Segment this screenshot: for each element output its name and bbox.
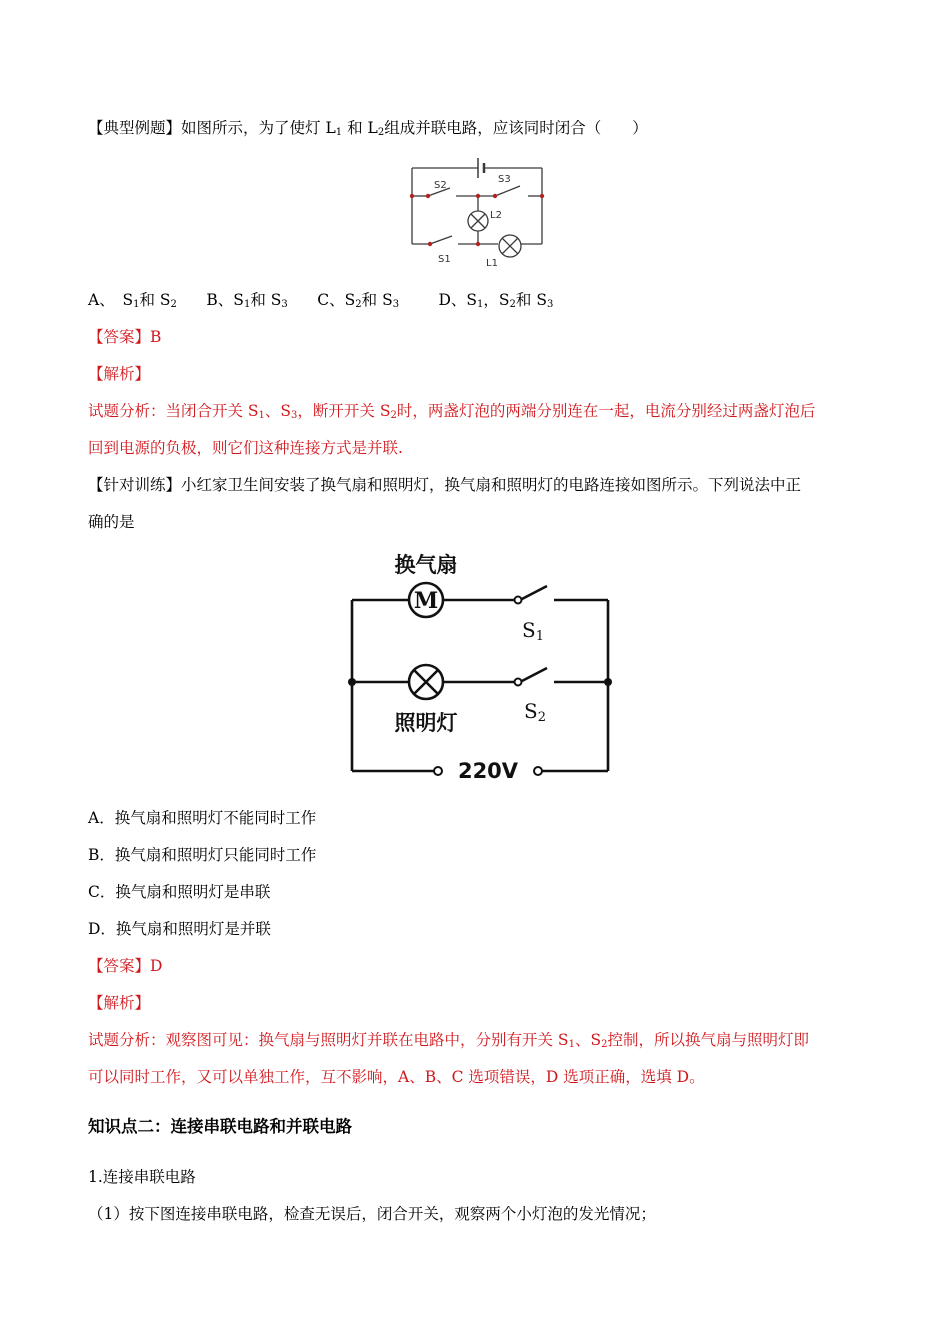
- ex2-option-a: A．换气扇和照明灯不能同时工作: [88, 809, 317, 827]
- motor-label: M: [413, 588, 439, 614]
- switch-s1-label: S1: [522, 618, 544, 644]
- voltage-label: 220V: [457, 759, 519, 783]
- label-l2: L2: [490, 210, 502, 221]
- label-s3: S3: [498, 174, 511, 185]
- ex1-analysis-label: 【解析】: [88, 365, 151, 383]
- ex2-analysis-label: 【解析】: [88, 994, 151, 1012]
- ex1-options: [88, 289, 553, 311]
- option-b: B、$S_1$和 $S_3$: [206, 291, 288, 310]
- circuit-diagram-2: [340, 545, 630, 785]
- section2-item1: 1.连接串联电路: [88, 1168, 196, 1186]
- ex2-analysis-line1: 试题分析：观察图可见：换气扇与照明灯并联在电路中，分别有开关 $S_1$、$S_2$控制，所以换气扇与照明灯即: [88, 1031, 809, 1050]
- label-l1: L1: [486, 258, 498, 269]
- ex2-option-d: D．换气扇和照明灯是并联: [88, 920, 271, 938]
- option-a: A、 $S_1$和 $S_2$: [88, 291, 177, 310]
- ex1-analysis-line2: 回到电源的负极，则它们这种连接方式是并联.: [88, 439, 403, 457]
- ex2-analysis-line2: 可以同时工作，又可以单独工作，互不影响，A、B、C 选项错误，D 选项正确，选填 D。: [88, 1068, 705, 1086]
- switch-s2-label: S2: [524, 699, 546, 725]
- circuit-diagram-1: [400, 148, 560, 270]
- section2-heading: 知识点二：连接串联电路和并联电路: [88, 1117, 352, 1136]
- option-c: C、$S_2$和 $S_3$: [317, 291, 400, 310]
- option-d: D、$S_1$，$S_2$和 $S_3$: [438, 291, 554, 310]
- lamp-label: 照明灯: [394, 711, 458, 735]
- ex2-option-b: B．换气扇和照明灯只能同时工作: [88, 846, 317, 864]
- ex2-question-line1: 【针对训练】小红家卫生间安装了换气扇和照明灯，换气扇和照明灯的电路连接如图所示。下列说法中正: [88, 476, 802, 494]
- ex1-answer: 【答案】B: [88, 328, 162, 346]
- label-s2: S2: [434, 180, 447, 191]
- section2-item1-step1: （1）按下图连接串联电路，检查无误后，闭合开关，观察两个小灯泡的发光情况；: [88, 1205, 656, 1223]
- ex2-question-line2: 确的是: [88, 513, 135, 531]
- ex1-question: 【典型例题】如图所示，为了使灯 $L_1$ 和 $L_2$组成并联电路，应该同时闭合（ ）: [88, 119, 648, 138]
- ex2-answer: 【答案】D: [88, 957, 163, 975]
- label-s1: S1: [438, 254, 451, 265]
- ex1-analysis-line1: 试题分析：当闭合开关 $S_1$、$S_3$，断开开关 $S_2$时，两盏灯泡的两端分别连在一起，电流分别经过两盏灯泡后: [88, 402, 816, 421]
- fan-label: 换气扇: [394, 553, 458, 577]
- ex2-option-c: C．换气扇和照明灯是串联: [88, 883, 271, 901]
